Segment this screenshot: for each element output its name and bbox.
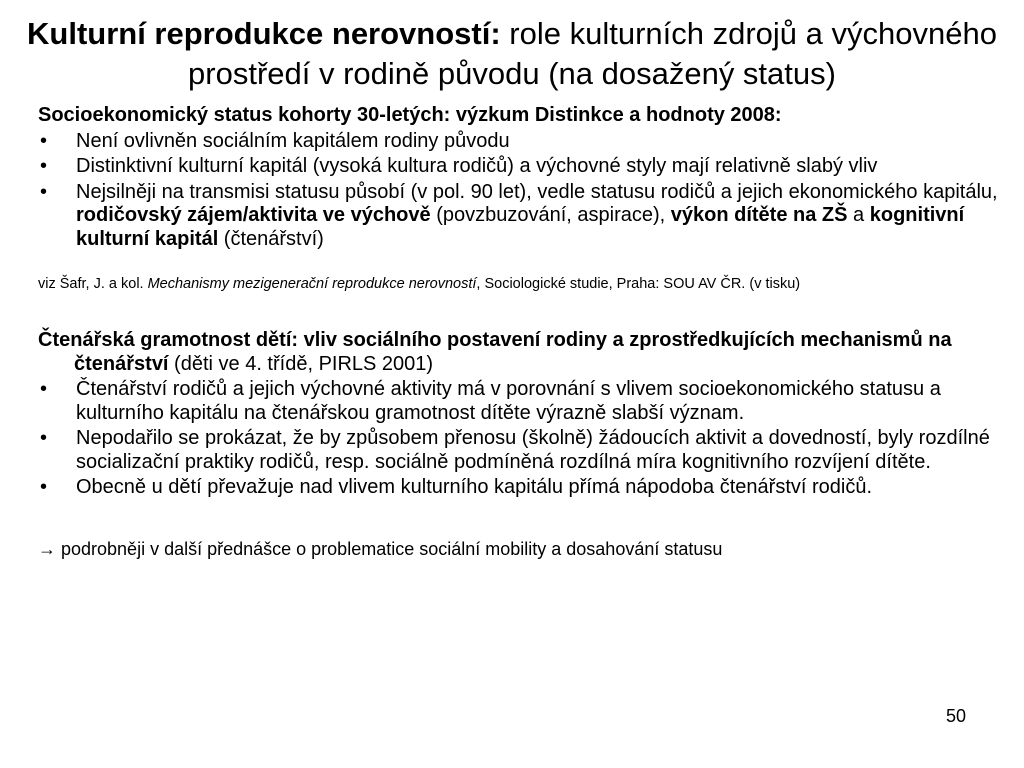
spacer (38, 293, 1003, 329)
bullet-icon: • (40, 129, 48, 152)
bullet-bold-3: kognitivní kulturní kapitál (76, 204, 965, 250)
section2-heading-normal: (děti ve 4. třídě, PIRLS 2001) (168, 352, 434, 375)
bullet-text: Nepodařilo se prokázat, že by způsobem přenosu (školně) žádoucích aktivit a dovedností, byly rozdílné socializační praktiky rodičů, resp. sociálně podmíněná rozdílná míra kognitivního rozvíjení dítěte. (76, 427, 990, 473)
citation-title: Mechanismy mezigenerační reprodukce nerovností (147, 276, 477, 292)
citation-suffix: , Sociologické studie, Praha: SOU AV ČR. (v tisku) (476, 276, 801, 292)
citation (38, 275, 1003, 293)
section1-bullet-1 (38, 130, 1003, 154)
bullet-text: Není ovlivněn sociálním kapitálem rodiny původu (76, 129, 510, 152)
title-bold: Kulturní reprodukce nerovností: (27, 16, 501, 51)
bullet-text: Čtenářství rodičů a jejich výchovné aktivity má v porovnání s vlivem socioekonomického statusu a kulturního kapitálu na čtenářskou gramotnost dítěte výrazně slabší význam. (76, 378, 941, 424)
section1-list (38, 130, 1003, 252)
bullet-text: Distinktivní kulturní kapitál (vysoká kultura rodičů) a výchovné styly mají relativně slabý vliv (76, 155, 878, 177)
section2-bullet-2 (38, 427, 1003, 474)
citation-prefix: viz Šafr, J. a kol. (38, 276, 148, 292)
bullet-icon: • (40, 378, 48, 400)
section2-heading-bold: Čtenářská gramotnost dětí: vliv sociálního postavení rodiny a zprostředkujících mechanismů na čtenářství (38, 329, 952, 375)
bullet-icon: • (40, 155, 48, 177)
bullet-icon: • (40, 180, 48, 203)
bullet-bold-1: rodičovský zájem/aktivita ve výchově (76, 204, 431, 226)
page-number: 50 (945, 706, 966, 726)
section2-heading (38, 329, 1003, 376)
section2-bullet-3 (38, 476, 1003, 500)
slide-content (38, 104, 1003, 561)
bullet-bold-2: výkon dítěte na ZŠ (670, 204, 848, 226)
bullet-text: Obecně u dětí převažuje nad vlivem kulturního kapitálu přímá nápodoba čtenářství rodičů. (76, 476, 873, 498)
bullet-icon: • (40, 427, 48, 449)
bullet-icon: • (40, 476, 48, 498)
bullet-text: a (847, 204, 870, 226)
spacer (38, 500, 1003, 538)
section1-bullet-3 (38, 181, 1003, 252)
section2-list (38, 378, 1003, 500)
title-rest: role kulturních zdrojů a výchovného prostředí v rodině původu (na dosažený status) (188, 16, 997, 91)
slide-title (20, 14, 1004, 94)
bullet-text: (čtenářství) (218, 227, 324, 250)
section1-heading: Socioekonomický status kohorty 30-letých: výzkum Distinkce a hodnoty 2008: (38, 104, 782, 126)
bullet-text: (povzbuzování, aspirace), (430, 204, 671, 226)
bullet-text: Nejsilněji na transmisi statusu působí (v pol. 90 let), vedle statusu rodičů a jejich ekonomického kapitálu, (76, 180, 998, 203)
footer-note: → podrobněji v další přednášce o problematice sociální mobility a dosahování statusu (38, 538, 723, 559)
section1-bullet-2 (38, 155, 1003, 179)
section2-bullet-1 (38, 378, 1003, 425)
